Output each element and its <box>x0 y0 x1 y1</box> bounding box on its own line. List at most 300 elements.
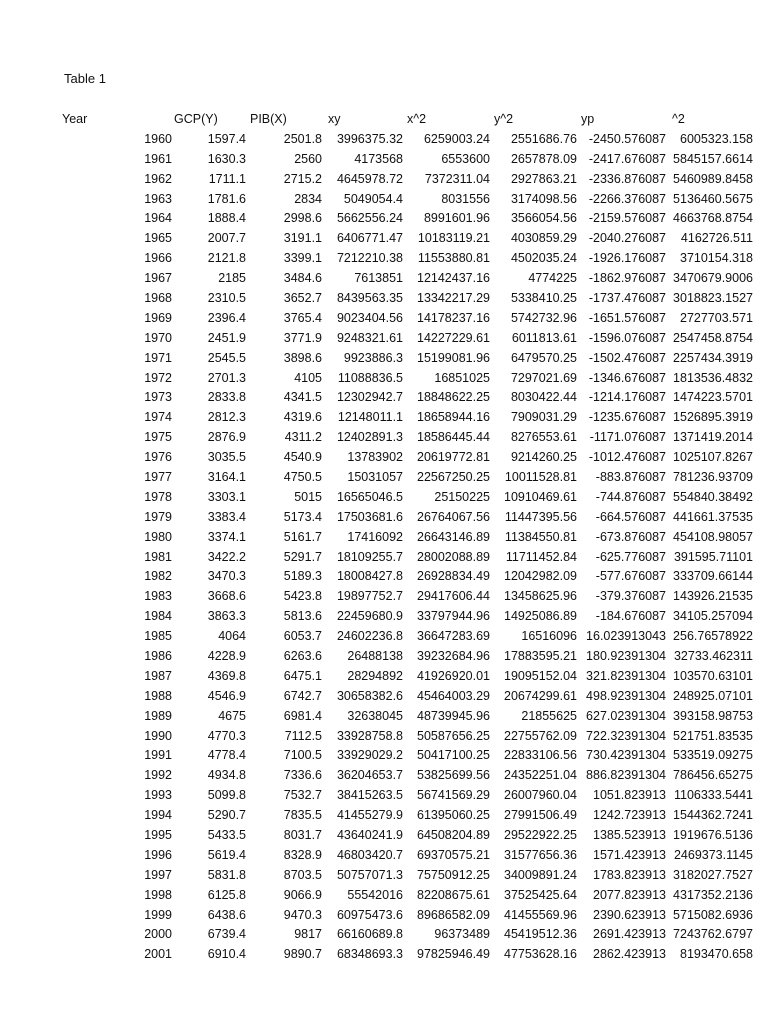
table-row <box>62 547 753 567</box>
year-cell: 1978 <box>144 489 172 504</box>
yp-cell: 1571.423913 <box>593 847 666 862</box>
gcp-cell: 2701.3 <box>207 370 246 385</box>
x2-cell: 61395060.25 <box>417 808 490 823</box>
y2-cell: 3174098.56 <box>510 191 577 206</box>
row-indent <box>62 905 100 925</box>
yp-cell: -1214.176087 <box>588 390 666 405</box>
x2-cell: 14227229.61 <box>417 330 490 345</box>
xy-cell: 66160689.8 <box>336 927 403 942</box>
xy-cell: 28294892 <box>347 668 403 683</box>
sq-cell: 521751.83535 <box>673 728 753 743</box>
row-indent <box>62 368 100 388</box>
x2-cell: 29417606.44 <box>417 589 490 604</box>
row-indent <box>62 666 100 686</box>
x2-cell: 89686582.09 <box>417 907 490 922</box>
sq-cell: 1106333.5441 <box>673 788 753 803</box>
y2-cell: 14925086.89 <box>504 609 577 624</box>
table-row <box>62 248 753 268</box>
table-row <box>62 706 753 726</box>
table-row <box>62 646 753 666</box>
pib-cell: 8328.9 <box>283 847 322 862</box>
xy-cell: 17503681.6 <box>336 509 403 524</box>
year-cell: 1995 <box>144 828 172 842</box>
table-row <box>62 925 753 945</box>
gcp-cell: 3863.3 <box>207 609 246 624</box>
sq-cell: 8193470.658 <box>680 947 753 962</box>
year-cell: 1975 <box>144 430 172 445</box>
row-indent <box>62 308 100 328</box>
row-indent <box>62 646 100 666</box>
year-cell: 1979 <box>144 509 172 524</box>
pib-cell: 5189.3 <box>283 569 322 584</box>
xy-cell: 12148011.1 <box>337 410 403 425</box>
table-row <box>62 129 753 149</box>
row-indent <box>62 566 100 586</box>
header-gcp: GCP(Y) <box>174 111 218 126</box>
year-cell: 1991 <box>144 748 172 763</box>
pib-cell: 3191.1 <box>283 231 322 246</box>
gcp-cell: 6438.6 <box>207 907 246 922</box>
pib-cell: 2560 <box>294 151 322 166</box>
sq-cell: 781236.93709 <box>673 469 753 484</box>
x2-cell: 18848622.25 <box>417 390 490 405</box>
table-row <box>62 527 753 547</box>
sq-cell: 2727703.571 <box>680 310 753 325</box>
x2-cell: 8991601.96 <box>423 211 490 226</box>
table-row <box>62 189 753 209</box>
sq-cell: 248925.07101 <box>673 688 753 703</box>
y2-cell: 7297021.69 <box>510 370 577 385</box>
yp-cell: 2077.823913 <box>593 887 666 902</box>
row-indent <box>62 427 100 447</box>
gcp-cell: 5290.7 <box>207 808 246 823</box>
table-row <box>62 407 753 427</box>
yp-cell: -744.876087 <box>595 489 666 504</box>
table-row <box>62 169 753 189</box>
row-indent <box>62 288 100 308</box>
x2-cell: 12142437.16 <box>417 271 490 286</box>
gcp-cell: 4934.8 <box>207 768 246 783</box>
y2-cell: 2927863.21 <box>510 171 577 186</box>
xy-cell: 46803420.7 <box>336 847 403 862</box>
row-indent <box>62 944 100 964</box>
year-cell: 1962 <box>144 171 172 186</box>
yp-cell: -1651.576087 <box>588 310 666 325</box>
y2-cell: 11447395.56 <box>504 509 577 524</box>
sq-cell: 4663768.8754 <box>673 211 753 226</box>
yp-cell: 886.82391304 <box>586 768 666 783</box>
yp-cell: 2862.423913 <box>593 947 666 962</box>
y2-cell: 7909031.29 <box>510 410 577 425</box>
year-cell: 1964 <box>144 211 172 226</box>
xy-cell: 18109255.7 <box>336 549 403 564</box>
yp-cell: -1926.176087 <box>588 251 666 266</box>
sq-cell: 1813536.4832 <box>673 370 753 385</box>
header-xy: xy <box>328 111 341 126</box>
pib-cell: 7336.6 <box>283 768 322 783</box>
y2-cell: 4774225 <box>528 271 577 286</box>
pib-cell: 5161.7 <box>283 529 322 544</box>
y2-cell: 8030422.44 <box>510 390 577 405</box>
gcp-cell: 1781.6 <box>207 191 246 206</box>
y2-cell: 16516096 <box>521 629 577 644</box>
year-cell: 1977 <box>144 469 172 484</box>
sq-cell: 4162726.511 <box>680 231 753 246</box>
table-row <box>62 308 753 328</box>
pib-cell: 3771.9 <box>283 330 322 345</box>
table-title: Table 1 <box>64 71 106 86</box>
yp-cell: -883.876087 <box>595 469 666 484</box>
table-row <box>62 467 753 487</box>
pib-cell: 3652.7 <box>283 290 322 305</box>
yp-cell: -2266.376087 <box>588 191 666 206</box>
year-cell: 1970 <box>144 330 172 345</box>
y2-cell: 5338410.25 <box>510 290 577 305</box>
sq-cell: 2547458.8754 <box>673 330 753 345</box>
pib-cell: 4319.6 <box>283 410 322 425</box>
x2-cell: 50417100.25 <box>417 748 490 763</box>
xy-cell: 19897752.7 <box>336 589 403 604</box>
pib-cell: 2715.2 <box>283 171 322 186</box>
y2-cell: 11384550.81 <box>504 529 577 544</box>
yp-cell: -1737.476087 <box>588 290 666 305</box>
x2-cell: 8031556 <box>441 191 490 206</box>
xy-cell: 12402891.3 <box>336 430 403 445</box>
gcp-cell: 3303.1 <box>207 489 246 504</box>
gcp-cell: 2121.8 <box>207 251 246 266</box>
y2-cell: 3566054.56 <box>510 211 577 226</box>
sq-cell: 5460989.8458 <box>673 171 753 186</box>
y2-cell: 20674299.61 <box>504 688 577 703</box>
yp-cell: 321.82391304 <box>586 668 666 683</box>
yp-cell: -1502.476087 <box>588 350 666 365</box>
row-indent <box>62 845 100 865</box>
xy-cell: 55542016 <box>347 887 403 902</box>
y2-cell: 10011528.81 <box>504 469 577 484</box>
yp-cell: 498.92391304 <box>586 688 666 703</box>
year-cell: 1984 <box>144 609 172 624</box>
yp-cell: 722.32391304 <box>586 728 666 743</box>
row-indent <box>62 407 100 427</box>
pib-cell: 9470.3 <box>283 907 322 922</box>
y2-cell: 45419512.36 <box>504 927 577 942</box>
year-cell: 1971 <box>144 350 172 365</box>
xy-cell: 50757071.3 <box>336 867 403 882</box>
table-row <box>62 845 753 865</box>
row-indent <box>62 487 100 507</box>
x2-cell: 96373489 <box>434 927 490 942</box>
header-y2: y^2 <box>494 111 514 126</box>
sq-cell: 391595.71101 <box>673 549 753 564</box>
y2-cell: 13458625.96 <box>504 589 577 604</box>
header-row <box>62 109 753 129</box>
year-cell: 1965 <box>144 231 172 246</box>
row-indent <box>62 626 100 646</box>
row-indent <box>62 208 100 228</box>
x2-cell: 56741569.29 <box>417 788 490 803</box>
yp-cell: 627.02391304 <box>586 708 666 723</box>
pib-cell: 7835.5 <box>283 808 322 823</box>
y2-cell: 41455569.96 <box>504 907 577 922</box>
y2-cell: 27991506.49 <box>504 808 577 823</box>
sq-cell: 1919676.5136 <box>673 828 753 842</box>
pib-cell: 5173.4 <box>283 509 322 524</box>
sq-cell: 34105.257094 <box>673 609 753 624</box>
x2-cell: 28002088.89 <box>417 549 490 564</box>
xy-cell: 3996375.32 <box>336 131 403 146</box>
table-row <box>62 368 753 388</box>
pib-cell: 6981.4 <box>283 708 322 723</box>
gcp-cell: 3383.4 <box>207 509 246 524</box>
row-indent <box>62 746 100 766</box>
pib-cell: 2998.6 <box>283 211 322 226</box>
gcp-cell: 1711.1 <box>208 171 246 186</box>
header-spacer <box>100 109 172 129</box>
y2-cell: 4030859.29 <box>510 231 577 246</box>
row-indent <box>62 268 100 288</box>
x2-cell: 13342217.29 <box>417 290 490 305</box>
pib-cell: 6053.7 <box>283 629 322 644</box>
xy-cell: 12302942.7 <box>336 390 403 405</box>
x2-cell: 36647283.69 <box>417 629 490 644</box>
x2-cell: 75750912.25 <box>417 867 490 882</box>
y2-cell: 34009891.24 <box>504 867 577 882</box>
year-cell: 1972 <box>144 370 172 385</box>
y2-cell: 8276553.61 <box>510 430 577 445</box>
table-row <box>62 825 753 845</box>
row-indent <box>62 606 100 626</box>
gcp-cell: 2185 <box>218 271 246 286</box>
yp-cell: -1346.676087 <box>588 370 666 385</box>
x2-cell: 18586445.44 <box>417 430 490 445</box>
gcp-cell: 5619.4 <box>207 847 246 862</box>
x2-cell: 16851025 <box>434 370 490 385</box>
table-row <box>62 268 753 288</box>
row-indent <box>62 805 100 825</box>
sq-cell: 5845157.6614 <box>673 151 753 166</box>
row-indent <box>62 328 100 348</box>
row-indent <box>62 885 100 905</box>
table-row <box>62 885 753 905</box>
year-cell: 1973 <box>144 390 172 405</box>
pib-cell: 3484.6 <box>283 271 322 286</box>
table-row <box>62 686 753 706</box>
table-row <box>62 666 753 686</box>
pib-cell: 6475.1 <box>283 668 322 683</box>
row-indent <box>62 169 100 189</box>
table-row <box>62 586 753 606</box>
yp-cell: 2390.623913 <box>593 907 666 922</box>
row-indent <box>62 467 100 487</box>
yp-cell: 180.92391304 <box>586 648 666 663</box>
x2-cell: 10183119.21 <box>417 231 490 246</box>
year-cell: 1994 <box>144 808 172 823</box>
row-indent <box>62 686 100 706</box>
table-row <box>62 805 753 825</box>
year-cell: 1987 <box>144 668 172 683</box>
xy-cell: 17416092 <box>347 529 403 544</box>
sq-cell: 3710154.318 <box>680 251 753 266</box>
xy-cell: 16565046.5 <box>336 489 403 504</box>
year-cell: 1963 <box>144 191 172 206</box>
sq-cell: 1474223.5701 <box>673 390 753 405</box>
table-row <box>62 387 753 407</box>
xy-cell: 60975473.6 <box>336 907 403 922</box>
pib-cell: 9890.7 <box>283 947 322 962</box>
pib-cell: 7532.7 <box>283 788 322 803</box>
table-row <box>62 566 753 586</box>
row-indent <box>62 248 100 268</box>
pib-cell: 6742.7 <box>283 688 322 703</box>
sq-cell: 393158.98753 <box>673 708 753 723</box>
row-indent <box>62 865 100 885</box>
yp-cell: -664.576087 <box>595 509 666 524</box>
y2-cell: 29522922.25 <box>504 828 577 842</box>
xy-cell: 5662556.24 <box>336 211 403 226</box>
year-cell: 2000 <box>144 927 172 942</box>
row-indent <box>62 706 100 726</box>
gcp-cell: 6739.4 <box>207 927 246 942</box>
y2-cell: 22833106.56 <box>504 748 577 763</box>
table-row <box>62 427 753 447</box>
sq-cell: 32733.462311 <box>673 648 753 663</box>
xy-cell: 8439563.35 <box>336 290 403 305</box>
year-cell: 1996 <box>144 847 172 862</box>
yp-cell: -673.876087 <box>595 529 666 544</box>
y2-cell: 37525425.64 <box>504 887 577 902</box>
xy-cell: 6406771.47 <box>336 231 403 246</box>
table-row <box>62 746 753 766</box>
pib-cell: 8703.5 <box>283 867 322 882</box>
xy-cell: 36204653.7 <box>336 768 403 783</box>
xy-cell: 9023404.56 <box>336 310 403 325</box>
gcp-cell: 3470.3 <box>207 569 246 584</box>
row-indent <box>62 785 100 805</box>
row-indent <box>62 527 100 547</box>
gcp-cell: 4778.4 <box>207 748 246 763</box>
y2-cell: 19095152.04 <box>504 668 577 683</box>
header-pib: PIB(X) <box>250 111 287 126</box>
sq-cell: 256.76578922 <box>673 629 753 644</box>
row-indent <box>62 507 100 527</box>
gcp-cell: 3668.6 <box>207 589 246 604</box>
sq-cell: 3018823.1527 <box>673 290 753 305</box>
gcp-cell: 2310.5 <box>207 290 246 305</box>
sq-cell: 3182027.7527 <box>673 867 753 882</box>
xy-cell: 7212210.38 <box>336 251 403 266</box>
row-indent <box>62 387 100 407</box>
yp-cell: -2040.276087 <box>588 231 666 246</box>
pib-cell: 5291.7 <box>283 549 322 564</box>
yp-cell: 1242.723913 <box>593 808 666 823</box>
year-cell: 1967 <box>144 271 172 286</box>
year-cell: 1981 <box>144 549 172 564</box>
xy-cell: 43640241.9 <box>336 828 403 842</box>
table-row <box>62 626 753 646</box>
y2-cell: 12042982.09 <box>504 569 577 584</box>
x2-cell: 64508204.89 <box>417 828 490 842</box>
xy-cell: 41455279.9 <box>336 808 403 823</box>
xy-cell: 5049054.4 <box>343 191 403 206</box>
sq-cell: 7243762.6797 <box>673 927 753 942</box>
pib-cell: 7100.5 <box>283 748 322 763</box>
header-yp: yp <box>581 111 595 126</box>
sq-cell: 4317352.2136 <box>673 887 753 902</box>
gcp-cell: 4369.8 <box>207 668 246 683</box>
pib-cell: 3399.1 <box>283 251 322 266</box>
year-cell: 1960 <box>144 131 172 146</box>
table-row <box>62 944 753 964</box>
x2-cell: 26928834.49 <box>417 569 490 584</box>
pib-cell: 4750.5 <box>283 469 322 484</box>
row-indent <box>62 825 100 845</box>
table-row <box>62 348 753 368</box>
yp-cell: -577.676087 <box>595 569 666 584</box>
x2-cell: 26764067.56 <box>417 509 490 524</box>
gcp-cell: 2545.5 <box>207 350 246 365</box>
x2-cell: 97825946.49 <box>417 947 490 962</box>
yp-cell: 16.023913043 <box>586 629 666 644</box>
x2-cell: 69370575.21 <box>417 847 490 862</box>
table-row <box>62 765 753 785</box>
sq-cell: 441661.37535 <box>673 509 753 524</box>
x2-cell: 48739945.96 <box>417 708 490 723</box>
y2-cell: 24352251.04 <box>504 768 577 783</box>
gcp-cell: 2451.9 <box>207 330 246 345</box>
xy-cell: 33929029.2 <box>336 748 403 763</box>
xy-cell: 9248321.61 <box>336 330 403 345</box>
y2-cell: 22755762.09 <box>504 728 577 743</box>
yp-cell: -1171.076087 <box>589 430 666 445</box>
year-cell: 1997 <box>144 867 172 882</box>
gcp-cell: 3374.1 <box>207 529 246 544</box>
year-cell: 1990 <box>144 728 172 743</box>
year-cell: 1999 <box>144 907 172 922</box>
x2-cell: 50587656.25 <box>417 728 490 743</box>
x2-cell: 53825699.56 <box>417 768 490 783</box>
sq-cell: 2469373.1145 <box>673 847 753 862</box>
yp-cell: 1051.823913 <box>593 788 666 803</box>
x2-cell: 11553880.81 <box>417 251 490 266</box>
y2-cell: 5742732.96 <box>510 310 577 325</box>
x2-cell: 82208675.61 <box>417 887 490 902</box>
yp-cell: 730.42391304 <box>586 748 666 763</box>
pib-cell: 3898.6 <box>283 350 322 365</box>
y2-cell: 6011813.61 <box>511 330 577 345</box>
year-cell: 1969 <box>144 310 172 325</box>
year-cell: 1968 <box>144 290 172 305</box>
year-cell: 2001 <box>144 947 172 962</box>
gcp-cell: 2007.7 <box>207 231 246 246</box>
row-indent <box>62 348 100 368</box>
x2-cell: 26643146.89 <box>417 529 490 544</box>
pib-cell: 2501.8 <box>283 131 322 146</box>
yp-cell: -184.676087 <box>595 609 666 624</box>
sq-cell: 5715082.6936 <box>673 907 753 922</box>
gcp-cell: 6910.4 <box>207 947 246 962</box>
yp-cell: -379.376087 <box>595 589 666 604</box>
yp-cell: -2417.676087 <box>588 151 666 166</box>
year-cell: 1976 <box>144 450 172 465</box>
row-indent <box>62 149 100 169</box>
y2-cell: 4502035.24 <box>510 251 577 266</box>
row-indent <box>62 726 100 746</box>
table-row <box>62 208 753 228</box>
xy-cell: 26488138 <box>347 648 403 663</box>
xy-cell: 4645978.72 <box>336 171 403 186</box>
gcp-cell: 4770.3 <box>207 728 246 743</box>
gcp-cell: 5831.8 <box>207 867 246 882</box>
